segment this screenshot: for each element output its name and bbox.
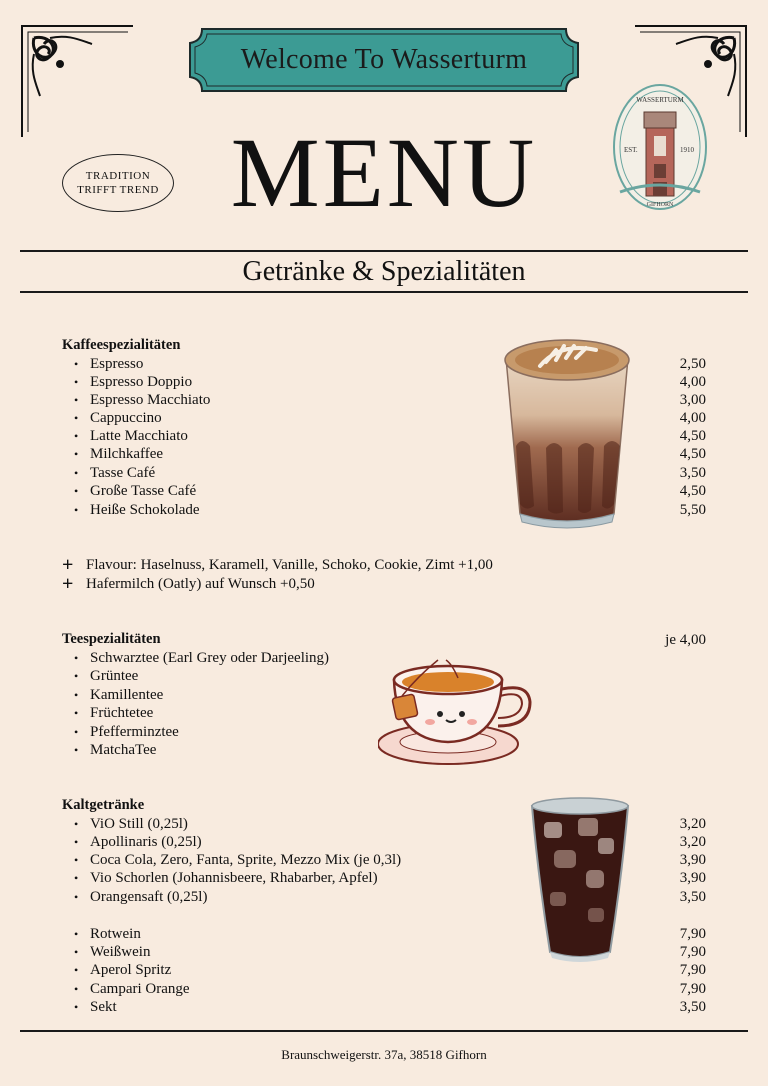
list-item: • Pfefferminztee xyxy=(74,724,179,740)
divider-bottom xyxy=(20,1030,748,1032)
tagline-badge xyxy=(62,154,174,212)
price: 5,50 xyxy=(679,502,706,518)
tea-cup-illustration xyxy=(378,656,538,768)
list-item: • Cappuccino xyxy=(74,410,162,426)
welcome-text: Welcome To Wasserturm xyxy=(240,44,528,75)
price: 3,20 xyxy=(679,834,706,850)
addon-oatmilk: + Hafermilch (Oatly) auf Wunsch +0,50 xyxy=(62,573,315,595)
list-item: • Grüntee xyxy=(74,668,139,684)
list-item: • Espresso Doppio xyxy=(74,374,193,390)
tea-price: je 4,00 xyxy=(665,632,706,648)
price: 7,90 xyxy=(679,944,706,960)
price: 3,90 xyxy=(679,870,706,886)
price: 4,50 xyxy=(679,428,706,444)
tea-heading: Teespezialitäten xyxy=(62,631,161,647)
price: 3,90 xyxy=(679,852,706,868)
price: 7,90 xyxy=(679,926,706,942)
list-item: • Sekt xyxy=(74,999,117,1015)
list-item: • Espresso Macchiato xyxy=(74,392,211,408)
price: 7,90 xyxy=(679,981,706,997)
list-item: • Tasse Café xyxy=(74,465,156,481)
list-item: • ViO Still (0,25l) xyxy=(74,816,188,832)
coffee-heading: Kaffeespezialitäten xyxy=(62,337,181,353)
addon-flavour: + Flavour: Haselnuss, Karamell, Vanille, Schoko, Cookie, Zimt +1,00 xyxy=(62,554,493,576)
divider-top xyxy=(20,250,748,252)
list-item: • Milchkaffee xyxy=(74,446,164,462)
list-item: • Orangensaft (0,25l) xyxy=(74,889,208,905)
list-item: • Aperol Spritz xyxy=(74,962,172,978)
list-item: • Kamillentee xyxy=(74,687,164,703)
plus-icon: + xyxy=(62,573,74,595)
list-item: • Schwarztee (Earl Grey oder Darjeeling) xyxy=(74,650,330,666)
list-item: • Espresso xyxy=(74,356,144,372)
list-item: • Große Tasse Café xyxy=(74,483,197,499)
list-item: • Latte Macchiato xyxy=(74,428,188,444)
list-item: • Früchtetee xyxy=(74,705,154,721)
tagline-line-1: TRADITION xyxy=(85,170,151,182)
logo-top-text: WASSERTURM xyxy=(636,96,684,104)
price: 3,50 xyxy=(679,889,706,905)
address: Braunschweigerstr. 37a, 38518 Gifhorn xyxy=(281,1047,487,1062)
latte-glass-illustration xyxy=(500,336,634,530)
price: 2,50 xyxy=(679,356,706,372)
tagline-line-2: TRIFFT TREND xyxy=(77,184,159,196)
price: 4,00 xyxy=(679,374,706,390)
corner-ornament-left xyxy=(20,24,135,139)
logo-year-text: 1910 xyxy=(680,146,694,154)
cola-glass-illustration xyxy=(528,796,632,962)
list-item: • Apollinaris (0,25l) xyxy=(74,834,202,850)
price: 3,20 xyxy=(679,816,706,832)
list-item: • Heiße Schokolade xyxy=(74,502,200,518)
list-item: • Rotwein xyxy=(74,926,141,942)
list-item: • MatchaTee xyxy=(74,742,157,758)
plus-icon: + xyxy=(62,554,74,576)
welcome-banner xyxy=(188,27,580,93)
divider-subtitle xyxy=(20,291,748,293)
cold-drinks-heading: Kaltgetränke xyxy=(62,797,145,813)
price: 7,90 xyxy=(679,962,706,978)
list-item: • Campari Orange xyxy=(74,981,190,997)
logo-bottom-text: GIFHORN xyxy=(646,202,674,208)
logo-est-text: EST. xyxy=(624,146,638,154)
page-title: MENU xyxy=(230,117,538,228)
list-item: • Weißwein xyxy=(74,944,151,960)
price: 4,00 xyxy=(679,410,706,426)
price: 4,50 xyxy=(679,446,706,462)
price: 3,50 xyxy=(679,999,706,1015)
wasserturm-logo xyxy=(610,82,710,212)
price: 4,50 xyxy=(679,483,706,499)
price: 3,50 xyxy=(679,465,706,481)
subtitle: Getränke & Spezialitäten xyxy=(242,256,526,287)
list-item: • Coca Cola, Zero, Fanta, Sprite, Mezzo Mix (je 0,3l) xyxy=(74,852,402,868)
list-item: • Vio Schorlen (Johannisbeere, Rhabarber, Apfel) xyxy=(74,870,378,886)
price: 3,00 xyxy=(679,392,706,408)
